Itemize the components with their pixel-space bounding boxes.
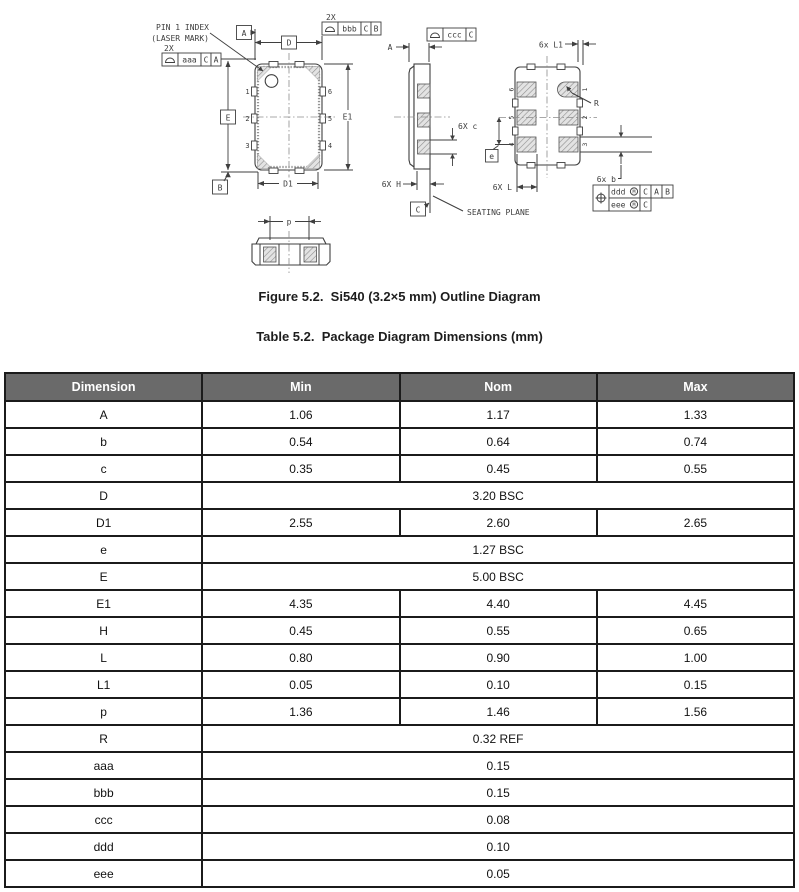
span-cell: 0.05 xyxy=(202,860,794,887)
svg-text:4: 4 xyxy=(507,142,516,147)
min-cell: 0.54 xyxy=(202,428,399,455)
front-view xyxy=(151,13,381,194)
header-row xyxy=(5,373,794,401)
max-cell: 2.65 xyxy=(597,509,794,536)
nom-cell: 2.60 xyxy=(400,509,597,536)
table-row xyxy=(5,482,794,509)
table-row xyxy=(5,698,794,725)
qty-2x-top: 2X xyxy=(326,13,336,22)
table-row xyxy=(5,509,794,536)
dim-label-D: D xyxy=(286,38,292,48)
dimension-cell: ddd xyxy=(5,833,202,860)
svg-text:5: 5 xyxy=(327,115,333,123)
nom-cell: 0.64 xyxy=(400,428,597,455)
span-cell: 1.27 BSC xyxy=(202,536,794,563)
span-cell: 0.15 xyxy=(202,779,794,806)
svg-text:ddd: ddd xyxy=(611,187,626,197)
dimension-cell: L1 xyxy=(5,671,202,698)
min-cell: 2.55 xyxy=(202,509,399,536)
max-cell: 4.45 xyxy=(597,590,794,617)
table-row xyxy=(5,806,794,833)
datum-label-e: e xyxy=(489,152,495,161)
min-cell: 0.35 xyxy=(202,455,399,482)
dimension-cell: bbb xyxy=(5,779,202,806)
table-caption: Table 5.2. Package Diagram Dimensions (mm) xyxy=(256,329,543,344)
table-row xyxy=(5,428,794,455)
callout-R: R xyxy=(594,99,599,108)
dimension-cell: H xyxy=(5,617,202,644)
table-row xyxy=(5,617,794,644)
min-cell: 0.05 xyxy=(202,671,399,698)
pin1-mark-circle xyxy=(265,75,278,88)
dimension-cell: D1 xyxy=(5,509,202,536)
svg-text:M: M xyxy=(632,189,636,196)
max-cell: 1.00 xyxy=(597,644,794,671)
dimension-cell: E xyxy=(5,563,202,590)
svg-text:C: C xyxy=(203,55,209,65)
fcf-position xyxy=(593,185,673,211)
svg-text:2: 2 xyxy=(581,115,589,120)
svg-text:M: M xyxy=(632,202,636,209)
col-header-dimension: Dimension xyxy=(5,373,202,401)
svg-text:A: A xyxy=(654,187,659,197)
min-cell: 1.36 xyxy=(202,698,399,725)
callout-6x-l1: 6x L1 xyxy=(538,40,563,50)
table-row xyxy=(5,644,794,671)
max-cell: 1.56 xyxy=(597,698,794,725)
nom-cell: 0.10 xyxy=(400,671,597,698)
dimension-cell: L xyxy=(5,644,202,671)
dim-label-E: E xyxy=(225,113,231,123)
nom-cell: 0.45 xyxy=(400,455,597,482)
svg-text:4: 4 xyxy=(327,142,333,150)
table-row xyxy=(5,455,794,482)
dim-label-A: A xyxy=(387,43,393,52)
min-cell: 0.80 xyxy=(202,644,399,671)
table-row xyxy=(5,779,794,806)
datum-label-B: B xyxy=(217,183,223,193)
svg-text:1: 1 xyxy=(581,87,589,92)
dimension-cell: p xyxy=(5,698,202,725)
table-row xyxy=(5,536,794,563)
datum-label-A: A xyxy=(241,29,247,38)
svg-text:B: B xyxy=(373,24,379,34)
dimension-cell: ccc xyxy=(5,806,202,833)
svg-text:2: 2 xyxy=(245,115,250,123)
svg-text:6: 6 xyxy=(327,88,333,96)
nom-cell: 4.40 xyxy=(400,590,597,617)
end-lid xyxy=(256,238,326,244)
fcf-ccc xyxy=(427,28,476,41)
span-cell: 3.20 BSC xyxy=(202,482,794,509)
side-lid xyxy=(409,66,414,167)
dim-label-D1: D1 xyxy=(283,179,293,189)
svg-text:C: C xyxy=(643,187,648,197)
seating-plane-label: SEATING PLANE xyxy=(467,208,530,217)
datum-label-C: C xyxy=(415,205,421,215)
nom-cell: 0.55 xyxy=(400,617,597,644)
col-header-max: Max xyxy=(597,373,794,401)
table-header xyxy=(5,373,794,401)
svg-text:aaa: aaa xyxy=(182,55,197,65)
dimensions-table xyxy=(4,372,795,888)
land-view xyxy=(486,40,674,211)
col-header-nom: Nom xyxy=(400,373,597,401)
table-row xyxy=(5,725,794,752)
svg-text:ccc: ccc xyxy=(447,30,462,40)
max-cell: 0.65 xyxy=(597,617,794,644)
svg-text:bbb: bbb xyxy=(342,24,357,34)
svg-text:A: A xyxy=(213,55,219,65)
callout-6x-c: 6X c xyxy=(458,122,478,131)
table-row xyxy=(5,590,794,617)
svg-text:C: C xyxy=(363,24,369,34)
qty-2x-left: 2X xyxy=(164,44,174,53)
max-cell: 1.33 xyxy=(597,401,794,428)
svg-text:B: B xyxy=(665,187,670,197)
callout-6x-l: 6X L xyxy=(492,183,512,192)
outline-diagram xyxy=(0,0,799,285)
figure-caption: Figure 5.2. Si540 (3.2×5 mm) Outline Diagram xyxy=(258,289,541,304)
svg-text:5: 5 xyxy=(507,115,516,120)
svg-text:3: 3 xyxy=(245,142,250,150)
span-cell: 0.15 xyxy=(202,752,794,779)
span-cell: 5.00 BSC xyxy=(202,563,794,590)
dimension-cell: E1 xyxy=(5,590,202,617)
span-cell: 0.10 xyxy=(202,833,794,860)
col-header-min: Min xyxy=(202,373,399,401)
pin1-index-label: PIN 1 INDEX xyxy=(156,23,209,32)
dimension-cell: R xyxy=(5,725,202,752)
svg-text:C: C xyxy=(643,200,648,210)
min-cell: 4.35 xyxy=(202,590,399,617)
min-cell: 1.06 xyxy=(202,401,399,428)
end-view xyxy=(252,216,330,273)
table-row xyxy=(5,671,794,698)
table-row xyxy=(5,401,794,428)
dimension-cell: c xyxy=(5,455,202,482)
table-row xyxy=(5,752,794,779)
callout-6x-h: 6X H xyxy=(381,180,401,189)
dimension-cell: eee xyxy=(5,860,202,887)
table-row xyxy=(5,563,794,590)
dimension-cell: e xyxy=(5,536,202,563)
dimension-cell: b xyxy=(5,428,202,455)
side-pads xyxy=(418,84,431,154)
fcf-bbb xyxy=(322,13,381,35)
nom-cell: 1.46 xyxy=(400,698,597,725)
svg-text:eee: eee xyxy=(611,200,626,210)
callout-6x-b: 6x b xyxy=(596,175,616,184)
dim-label-E1: E1 xyxy=(342,112,353,122)
svg-text:3: 3 xyxy=(581,142,589,147)
table-row xyxy=(5,833,794,860)
laser-mark-label: (LASER MARK) xyxy=(151,34,209,43)
max-cell: 0.74 xyxy=(597,428,794,455)
svg-text:C: C xyxy=(468,30,474,40)
dimension-cell: A xyxy=(5,401,202,428)
dim-label-p: p xyxy=(286,217,292,227)
table-row xyxy=(5,860,794,887)
span-cell: 0.08 xyxy=(202,806,794,833)
min-cell: 0.45 xyxy=(202,617,399,644)
nom-cell: 1.17 xyxy=(400,401,597,428)
dimension-cell: aaa xyxy=(5,752,202,779)
max-cell: 0.55 xyxy=(597,455,794,482)
dimension-cell: D xyxy=(5,482,202,509)
max-cell: 0.15 xyxy=(597,671,794,698)
svg-text:1: 1 xyxy=(245,88,250,96)
fcf-aaa xyxy=(162,44,221,66)
nom-cell: 0.90 xyxy=(400,644,597,671)
svg-text:6: 6 xyxy=(507,87,516,92)
span-cell: 0.32 REF xyxy=(202,725,794,752)
